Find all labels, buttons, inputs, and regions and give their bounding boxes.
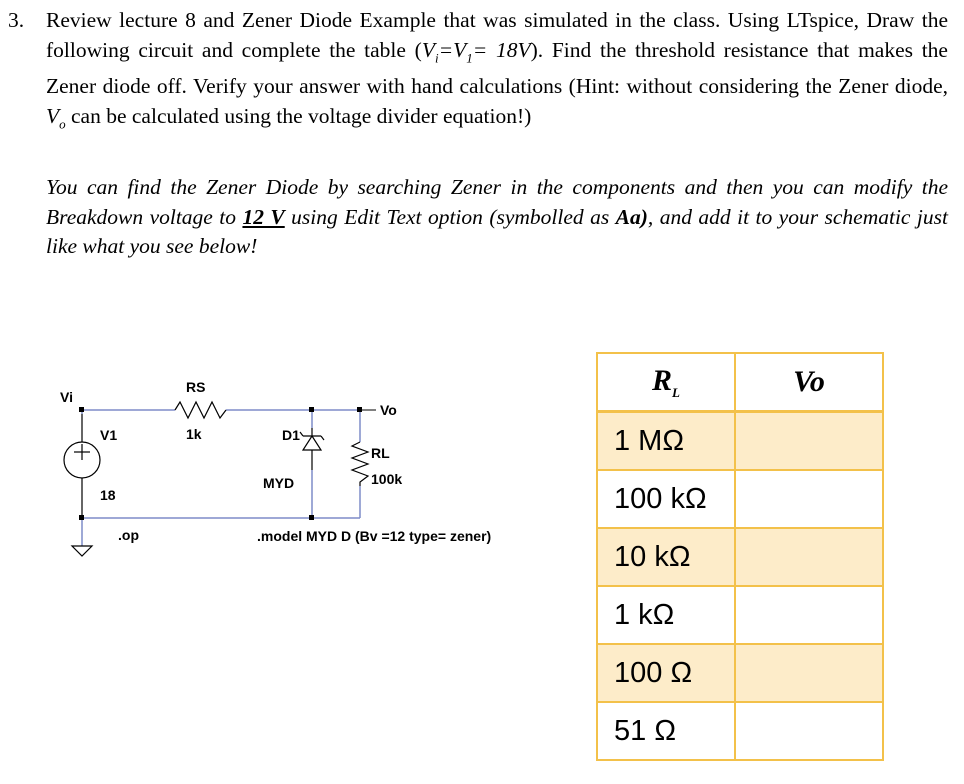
table-header-row [597, 353, 883, 412]
table-row [597, 702, 883, 760]
zener-diode-symbol [303, 436, 321, 450]
rl-cell: 100 Ω [597, 644, 735, 702]
vo-cell[interactable] [735, 702, 883, 760]
table-row [597, 412, 883, 471]
rl-value: 100k [371, 471, 403, 487]
question-text-b: ). Find the threshold resistance that makes the Zener diode off. Verify your answer with hand calculations (Hint: without considering the Zener diode, [46, 37, 948, 99]
vo-cell[interactable] [735, 644, 883, 702]
edit-text-symbol: Aa) [615, 204, 648, 229]
v1-symbol: $V_1$ [453, 37, 473, 65]
ltspice-schematic [60, 370, 580, 570]
rl-cell: 1 kΩ [597, 586, 735, 644]
question-3 [8, 6, 948, 139]
vo-label: Vo [380, 402, 397, 418]
breakdown-voltage: 12 V [242, 204, 285, 229]
eq-sign-1: = [438, 37, 454, 62]
header-vo: Vo [735, 353, 883, 412]
rl-cell: 51 Ω [597, 702, 735, 760]
wires [82, 410, 360, 546]
d1-label: D1 [282, 427, 300, 443]
table-row [597, 586, 883, 644]
vo-cell[interactable] [735, 470, 883, 528]
vo-cell[interactable] [735, 412, 883, 471]
d1-model: MYD [263, 475, 295, 491]
v1-label: V1 [100, 427, 118, 443]
rs-value: 1k [186, 426, 202, 442]
eq-value: = 18V [472, 37, 531, 62]
vo-cell[interactable] [735, 586, 883, 644]
header-rl: $R_L$ [597, 353, 735, 412]
vo-cell[interactable] [735, 528, 883, 586]
v1-value: 18 [100, 487, 116, 503]
table-row [597, 528, 883, 586]
op-directive: .op [118, 527, 139, 543]
rl-label: RL [371, 445, 390, 461]
model-directive: .model MYD D (Bv =12 type= zener) [257, 528, 492, 544]
vo-symbol: $V_o$ [46, 103, 66, 132]
note-text-a: You can find the Zener Diode by searching Zener in the components and then you can modify the Breakdown voltage to [46, 175, 948, 229]
note-text-c: , and add it to your schematic just like what you see below! [46, 204, 948, 258]
instruction-note [46, 173, 948, 262]
question-text-a: Review lecture 8 and Zener Diode Example that was simulated in the class. Using LTspice, Draw the following circuit and complete the table ( [46, 8, 948, 62]
table-row [597, 644, 883, 702]
rl-resistor-symbol [352, 442, 368, 486]
vi-symbol: $V_i$ [421, 37, 439, 65]
rl-cell: 1 MΩ [597, 412, 735, 471]
vi-label: Vi [60, 389, 73, 405]
rl-cell: 10 kΩ [597, 528, 735, 586]
nodes [79, 407, 362, 520]
question-text-c: can be calculated using the voltage divider equation!) [65, 103, 532, 128]
ground-symbol [72, 546, 92, 556]
question-number: 3. [8, 8, 25, 32]
question-text [46, 6, 948, 139]
table-row [597, 470, 883, 528]
note-text-b: using Edit Text option (symbolled as [284, 204, 616, 229]
rl-cell: 100 kΩ [597, 470, 735, 528]
rs-resistor-symbol [175, 402, 226, 418]
rs-label: RS [186, 379, 206, 395]
results-table [596, 352, 884, 761]
